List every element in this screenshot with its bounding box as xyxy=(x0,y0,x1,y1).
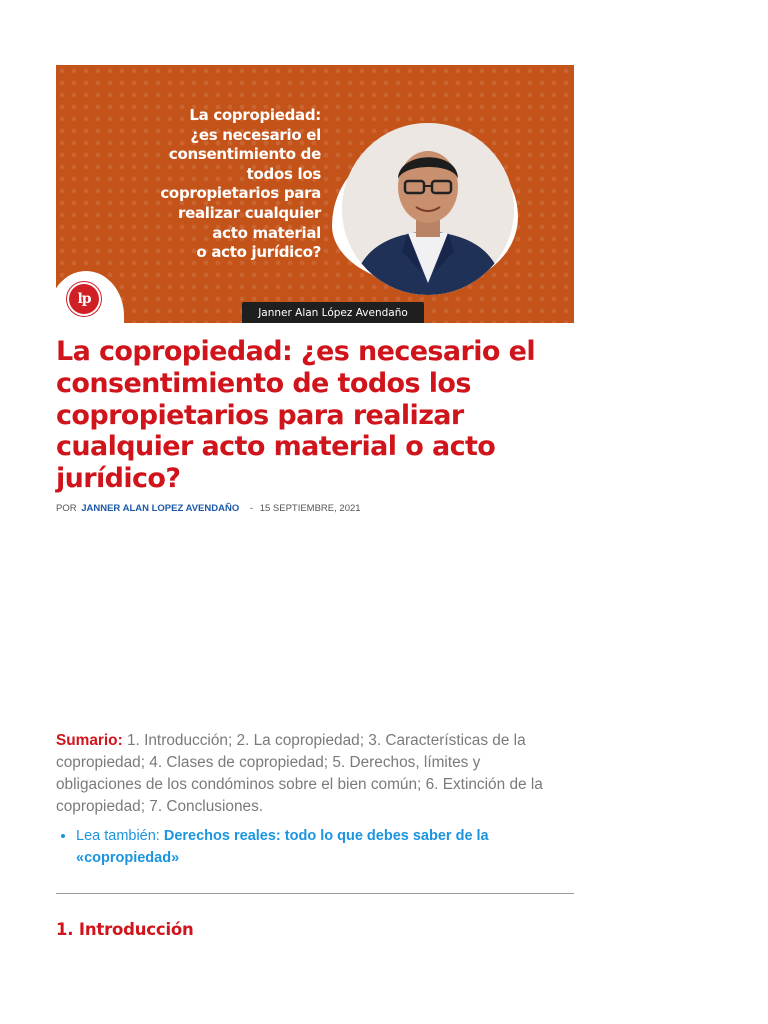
read-also-link[interactable]: Derechos reales: todo lo que debes saber de la «copropiedad» xyxy=(76,828,489,866)
hero-line: La copropiedad: xyxy=(189,106,321,124)
read-also-label: Lea también: xyxy=(76,828,164,844)
hero-banner-image[interactable] xyxy=(56,65,574,323)
hero-line: ¿es necesario el xyxy=(190,125,321,144)
hero-line: o acto jurídico? xyxy=(196,243,321,262)
section-heading-introduccion: 1. Introducción xyxy=(56,920,194,939)
summary-label: Sumario: xyxy=(56,732,127,750)
read-also-list xyxy=(56,825,586,869)
hero-line: consentimiento de xyxy=(168,145,321,164)
meta-separator: - xyxy=(249,502,254,514)
publish-date: 15 SEPTIEMBRE, 2021 xyxy=(259,502,361,514)
hero-line: copropietarios para xyxy=(160,184,321,203)
summary-text: 1. Introducción; 2. La copropiedad; 3. Características de la copropiedad; 4. Clases de copropiedad; 5. Derechos, límites y obligaciones de los condóminos sobre el bien común; 6. Extinción de la copropiedad; 7. Conclusiones. xyxy=(56,732,543,816)
read-also-item xyxy=(76,825,586,869)
section-divider xyxy=(56,893,574,894)
hero-line: todos los xyxy=(246,164,321,183)
author-name-plate: Janner Alan López Avendaño xyxy=(242,302,424,323)
by-label: POR xyxy=(56,502,77,514)
hero-line: realizar cualquier xyxy=(177,203,321,222)
hero-line: acto material xyxy=(212,223,321,242)
hero-headline xyxy=(91,106,321,263)
lp-logo-icon: lp xyxy=(69,284,99,314)
article-meta xyxy=(56,503,574,514)
summary-paragraph xyxy=(56,730,566,818)
author-portrait xyxy=(342,123,514,295)
article xyxy=(56,65,574,939)
author-link[interactable]: JANNER ALAN LOPEZ AVENDAÑO xyxy=(81,502,240,514)
article-title: La copropiedad: ¿es necesario el consentimiento de todos los copropietarios para realizar cualquier acto material o acto jurídico? xyxy=(56,336,536,495)
